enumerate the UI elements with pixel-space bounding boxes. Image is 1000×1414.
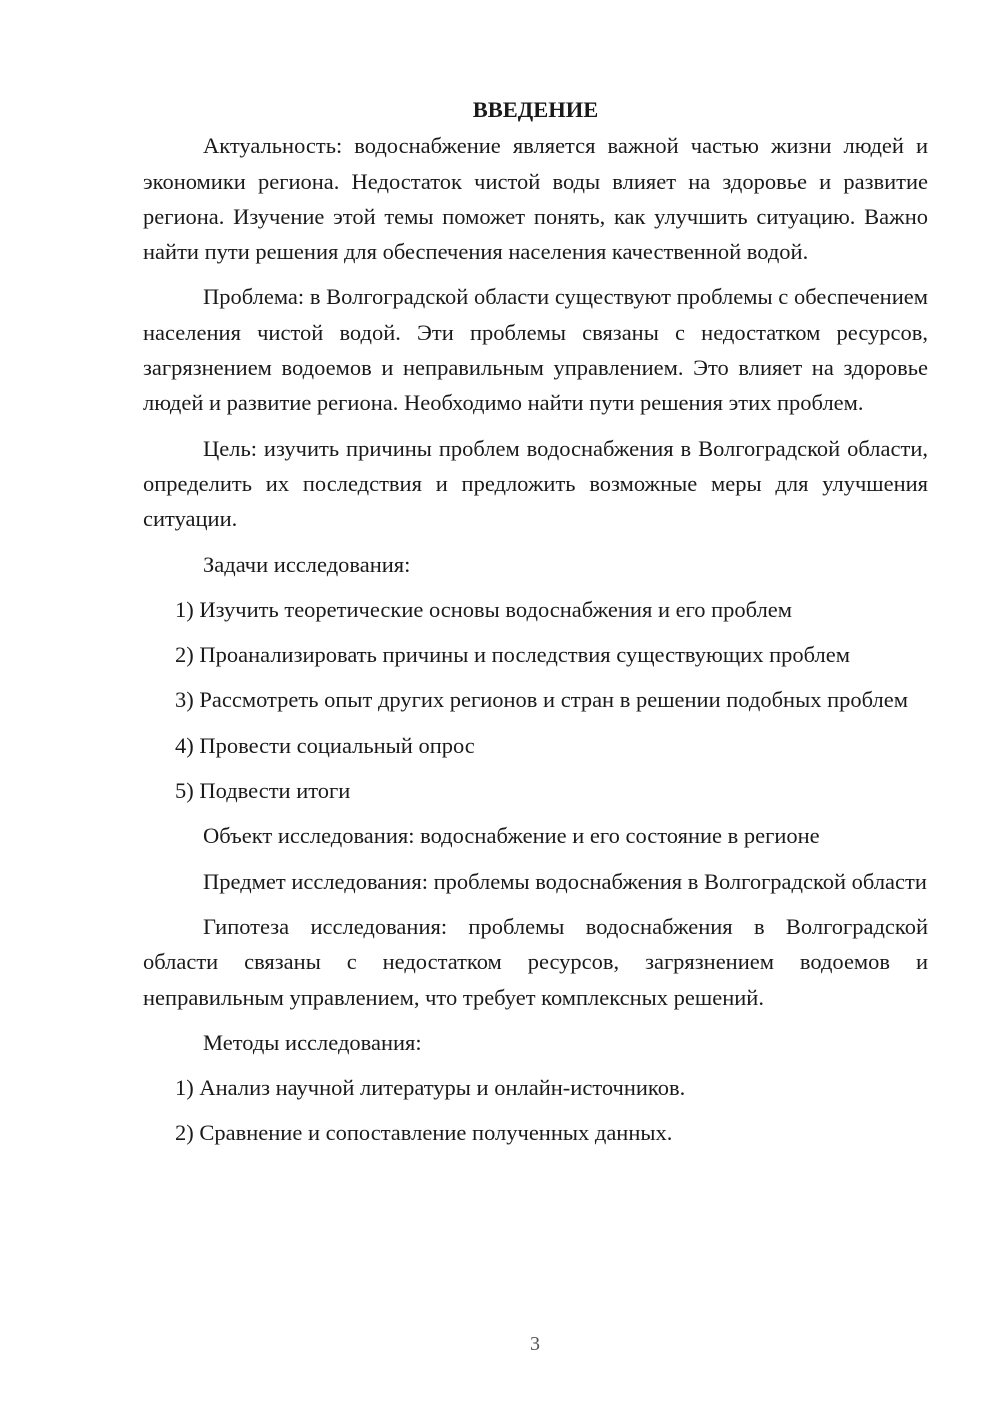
paragraph-relevance: Актуальность: водоснабжение является важной частью жизни людей и экономики региона. Недостаток чистой воды влияет на здоровье и развитие региона. Изучение этой темы поможет понять, как улучшить ситуацию. Важно найти пути решения для обеспечения населения качественной водой. xyxy=(143,133,928,265)
task-item: 1) Изучить теоретические основы водоснабжения и его проблем xyxy=(175,596,793,622)
tasks-title: Задачи исследования: xyxy=(203,551,411,577)
page-content xyxy=(143,92,928,1161)
section-heading: ВВЕДЕНИЕ xyxy=(472,97,599,122)
task-item: 5) Подвести итоги xyxy=(175,778,351,804)
paragraph-hypothesis: Гипотеза исследования: проблемы водоснабжения в Волгоградской области связаны с недостатком ресурсов, загрязнением водоемов и неправильным управлением, что требует комплексных решений. xyxy=(143,913,928,1010)
paragraph-subject: Предмет исследования: проблемы водоснабжения в Волгоградской области xyxy=(203,868,927,894)
method-item: 2) Сравнение и сопоставление полученных данных. xyxy=(175,1120,673,1146)
paragraph-object: Объект исследования: водоснабжение и его состояние в регионе xyxy=(203,823,820,849)
paragraph-problem: Проблема: в Волгоградской области существуют проблемы с обеспечением населения чистой водой. Эти проблемы связаны с недостатком ресурсов, загрязнением водоемов и неправильным управлением. Это влияет на здоровье людей и развитие региона. Необходимо найти пути решения этих проблем. xyxy=(143,284,928,416)
method-item: 1) Анализ научной литературы и онлайн-источников. xyxy=(175,1075,686,1101)
methods-title: Методы исследования: xyxy=(203,1029,422,1055)
task-item: 4) Провести социальный опрос xyxy=(175,732,475,758)
task-item: 2) Проанализировать причины и последствия существующих проблем xyxy=(175,642,850,668)
task-item: 3) Рассмотреть опыт других регионов и стран в решении подобных проблем xyxy=(175,687,908,713)
page-number: 3 xyxy=(530,1333,540,1355)
paragraph-goal: Цель: изучить причины проблем водоснабжения в Волгоградской области, определить их последствия и предложить возможные меры для улучшения ситуации. xyxy=(143,435,928,532)
